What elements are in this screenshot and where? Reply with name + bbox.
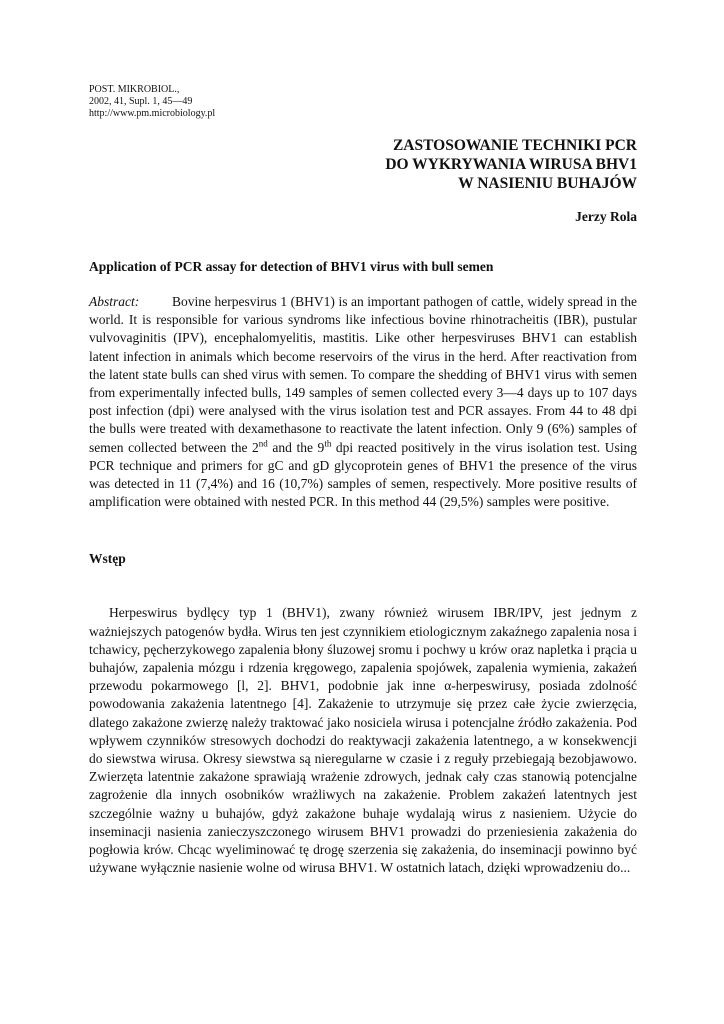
abstract-sup-1: nd xyxy=(258,438,268,449)
abstract-sup-2: th xyxy=(324,438,332,449)
author-name: Jerzy Rola xyxy=(575,209,637,224)
abstract-text-3: dpi reacted positively in the virus isolation test. Using PCR technique and primers for gC and gD glycoprotein genes of BHV1 the presence of the virus was detected in 11 (7,4%) and 16 (10,7%) samples of semen, respectively. More positive results of amplification were obtained with nested PCR. In this method 44 (29,5%) samples were positive. xyxy=(89,439,637,510)
title-line-3: W NASIENIU BUHAJÓW xyxy=(458,175,637,192)
section-heading: Wstęp xyxy=(89,551,126,567)
journal-volume: 2002, 41, Supl. 1, 45—49 xyxy=(89,96,193,107)
body-paragraph: Herpeswirus bydlęcy typ 1 (BHV1), zwany również wirusem IBR/IPV, jest jednym z ważniejszych patogenów bydła. Wirus ten jest czynnikiem etiologicznym zakaźnego zapalenia nosa i tchawicy, pęcherzykowego zapalenia błony śluzowej sromu i pochwy u krów oraz napletka i prącia u buhajów, zapalenia mózgu i rdzenia kręgowego, zapalenia spojówek, zapalenia wymienia, zakażeń przewodu pokarmowego [l, 2]. BHV1, podobnie jak inne α-herpeswirusy, posiada zdolność powodowania zakażenia latentnego [4]. Zakażenie to utrzymuje się przez całe życie zwierzęcia, dlatego zakażone zwierzę należy traktować jako nosiciela wirusa i potencjalne źródło zakażenia. Pod wpływem czynników stresowych dochodzi do reaktywacji zakażenia latentnego, a w konsekwencji do siewstwa wirusa. Okresy siewstwa są nieregularne w czasie i z reguły przebiegają bezobjawowo. Zwierzęta latentnie zakażone sprawiają wrażenie zdrowych, jednak cały czas stanowią potencjalne zagrożenie dla innych osobników wrażliwych na zakażenie. Problem zakażeń latentnych jest szczególnie ważny u buhajów, gdyż zakażone buhaje wydalają wirus z nasieniem. Użycie do inseminacji nasienia zanieczyszczonego wirusem BHV1 prowadzi do przeniesienia zakażenia do pogłowia krów. Chcąc wyeliminować tę drogę szerzenia się zakażenia, do inseminacji powinno być używane wyłącznie nasienie wolne od wirusa BHV1. W ostatnich latach, dzięki wprowadzeniu do... xyxy=(89,605,637,876)
journal-url: http://www.pm.microbiology.pl xyxy=(89,108,216,119)
english-title: Application of PCR assay for detection of BHV1 virus with bull semen xyxy=(89,259,494,274)
article-title xyxy=(89,136,637,193)
journal-name: POST. MIKROBIOL., xyxy=(89,84,180,95)
abstract xyxy=(89,293,637,511)
title-line-2: DO WYKRYWANIA WIRUSA BHV1 xyxy=(385,156,637,173)
abstract-text-2: and the 9 xyxy=(267,439,325,455)
abstract-text-1: Bovine herpesvirus 1 (BHV1) is an important pathogen of cattle, widely spread in the world. It is responsible for various syndroms like infectious bovine rhinotracheitis (IBR), pustular vulvovaginitis (IPV), encephalomyelitis, mastitis. Like other herpesviruses BHV1 can establish latent infection in animals which become reservoirs of the virus in the herd. After reactivation from the latent state bulls can shed virus with semen. To compare the shedding of BHV1 virus with semen from experimentally infected bulls, 149 samples of semen collected every 3—4 days up to 107 days post infection (dpi) were analysed with the virus isolation test and PCR assayes. From 44 to 48 dpi the bulls were treated with dexamethasone to reactivate the latent infection. Only 9 (6%) samples of semen collected between the 2 xyxy=(89,294,637,455)
abstract-label: Abstract: xyxy=(89,294,140,309)
title-line-1: ZASTOSOWANIE TECHNIKI PCR xyxy=(392,137,637,154)
journal-citation xyxy=(89,84,637,120)
document-page xyxy=(89,84,637,877)
